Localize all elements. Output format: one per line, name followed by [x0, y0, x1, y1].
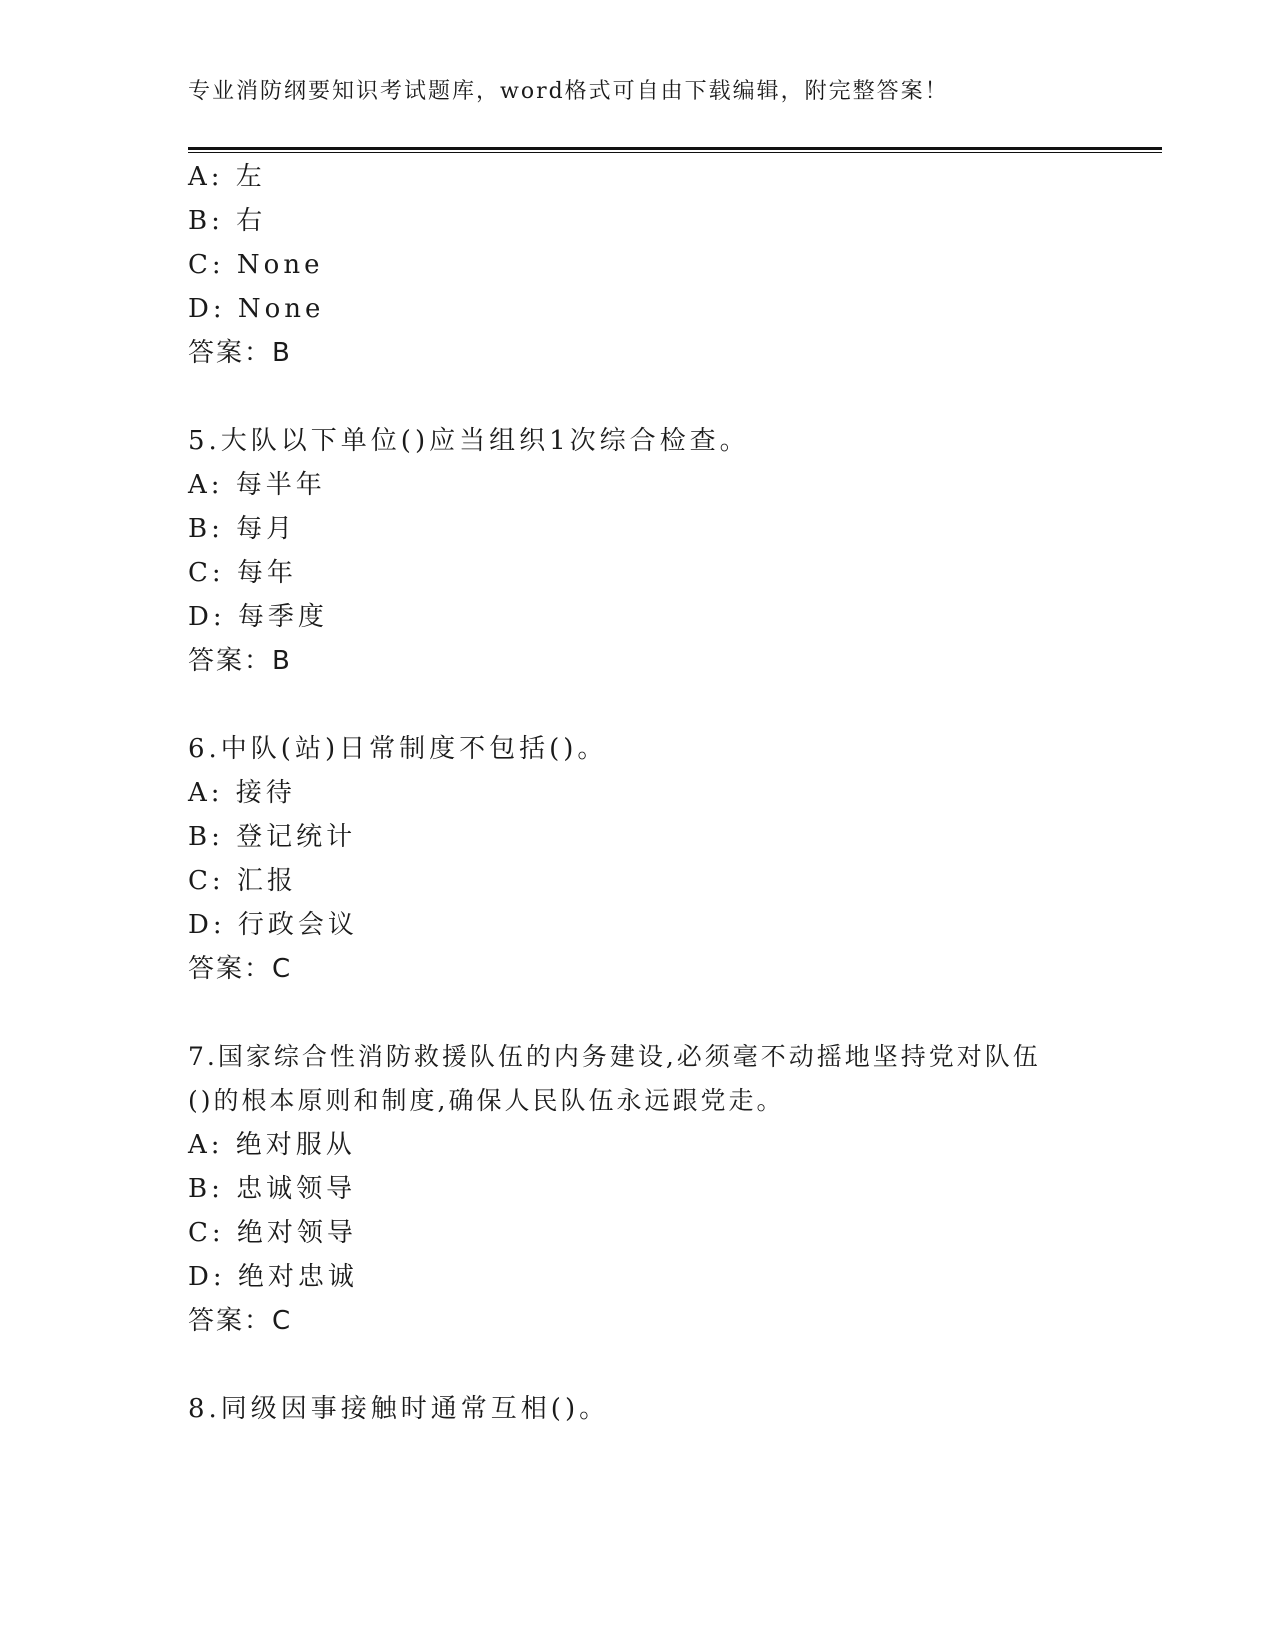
q6-option-a: A: 接待 — [188, 778, 296, 808]
q7-stem-line2: ()的根本原则和制度,确保人民队伍永远跟党走。 — [188, 1086, 785, 1115]
q7-option-d: D: 绝对忠诚 — [188, 1262, 358, 1292]
q6-option-c: C: 汇报 — [188, 866, 297, 896]
q5-option-d: D: 每季度 — [188, 602, 328, 632]
q6-stem: 6.中队(站)日常制度不包括()。 — [188, 734, 608, 764]
q4-option-b: B: 右 — [188, 206, 267, 236]
q4-option-a: A: 左 — [188, 162, 266, 192]
q7-answer: 答案：C — [188, 1306, 293, 1336]
q7-option-c: C: 绝对领导 — [188, 1218, 357, 1248]
q4-option-d: D: None — [188, 294, 325, 324]
q6-option-d: D: 行政会议 — [188, 910, 358, 940]
q8-stem: 8.同级因事接触时通常互相()。 — [188, 1394, 610, 1424]
q4-option-c: C: None — [188, 250, 324, 280]
q7-option-b: B: 忠诚领导 — [188, 1174, 357, 1204]
q4-answer: 答案：B — [188, 338, 292, 368]
q7-stem-line1: 7.国家综合性消防救援队伍的内务建设,必须毫不动摇地坚持党对队伍 — [188, 1042, 1041, 1071]
q5-option-b: B: 每月 — [188, 514, 297, 544]
page-header: 专业消防纲要知识考试题库，word格式可自由下载编辑，附完整答案！ — [188, 79, 949, 104]
q5-answer: 答案：B — [188, 646, 292, 676]
q6-answer: 答案：C — [188, 954, 293, 984]
header-divider-thin — [188, 152, 1162, 153]
q5-stem: 5.大队以下单位()应当组织1次综合检查。 — [188, 426, 750, 456]
q5-option-a: A: 每半年 — [188, 470, 326, 500]
q6-option-b: B: 登记统计 — [188, 822, 357, 852]
header-divider-thick — [188, 147, 1162, 150]
q5-option-c: C: 每年 — [188, 558, 297, 588]
q7-option-a: A: 绝对服从 — [188, 1130, 356, 1160]
